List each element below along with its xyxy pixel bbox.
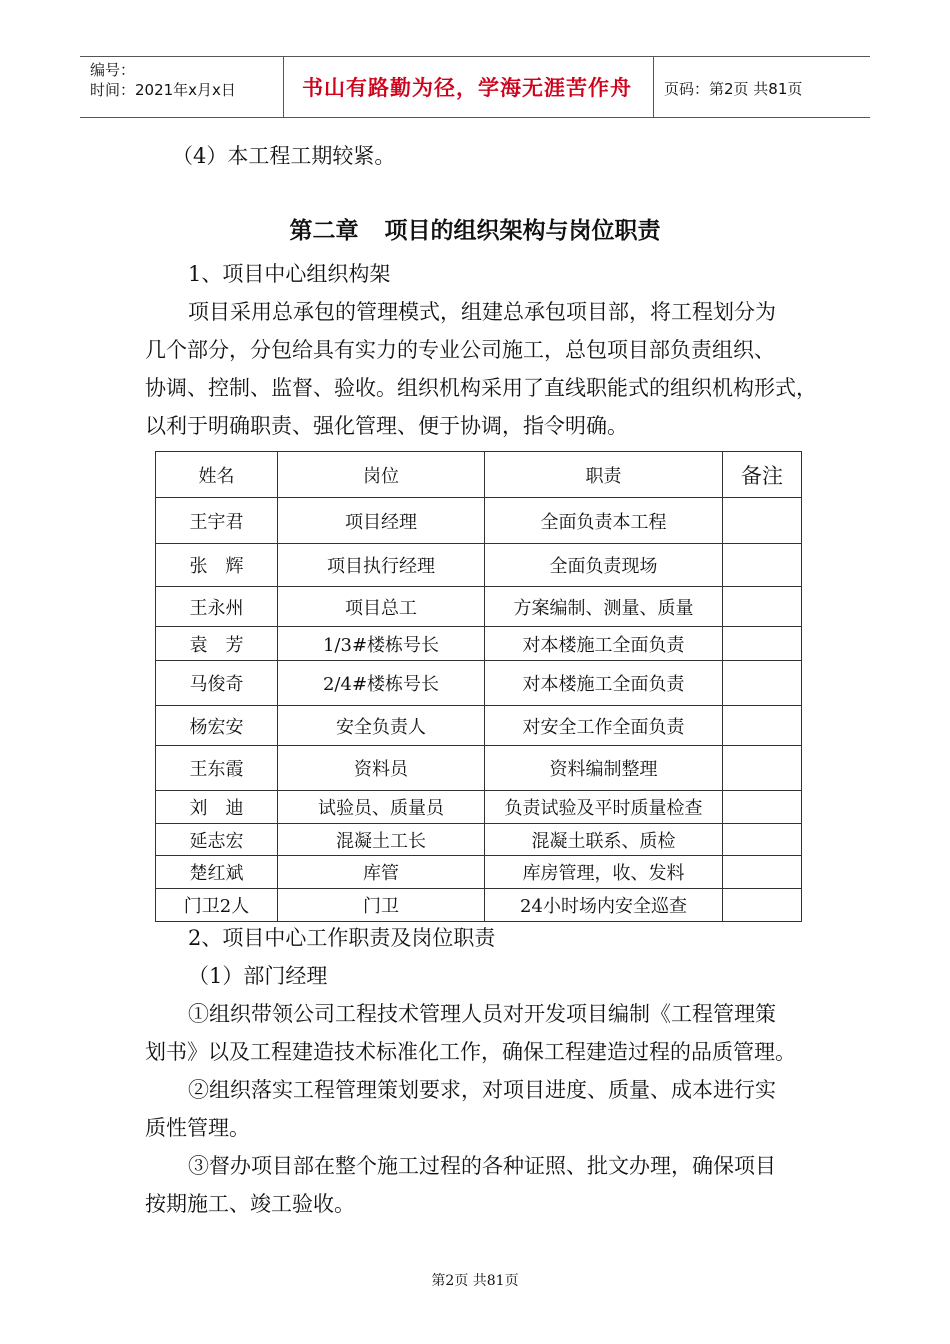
header-cell-name: 姓名 [156,452,278,498]
cell-post: 试验员、质量员 [278,791,485,824]
cell-note [723,587,802,627]
cell-duty: 对安全工作全面负责 [485,706,723,746]
cell-note [723,856,802,889]
cell-duty: 库房管理，收、发料 [485,856,723,889]
duty-line: 划书》以及工程建造技术标准化工作，确保工程建造过程的品质管理。 [145,1040,796,1064]
cell-name: 张 辉 [156,544,278,587]
duty-line: 按期施工、竣工验收。 [145,1192,355,1216]
staff-table [155,451,802,922]
cell-note [723,889,802,922]
table-row [156,706,802,746]
cell-post: 1/3#楼栋号长 [278,627,485,661]
cell-note [723,498,802,544]
section-2-heading: 2、项目中心工作职责及岗位职责 [188,926,496,950]
cell-duty: 对本楼施工全面负责 [485,627,723,661]
cell-name: 王宇君 [156,498,278,544]
cell-name: 袁 芳 [156,627,278,661]
cell-name: 楚红斌 [156,856,278,889]
cell-post: 项目经理 [278,498,485,544]
table-row [156,661,802,706]
table-row [156,544,802,587]
cell-note [723,661,802,706]
chapter-prefix: 第二章 [289,218,359,244]
cell-note [723,824,802,856]
table-row [156,791,802,824]
duty-line: 质性管理。 [145,1116,250,1140]
header-time: 时间：2021年x月x日 [90,81,236,99]
cell-name: 王永州 [156,587,278,627]
cell-duty: 资料编制整理 [485,746,723,791]
header-divider [653,56,654,117]
cell-duty: 负责试验及平时质量检查 [485,791,723,824]
intro-line: 几个部分，分包给具有实力的专业公司施工，总包项目部负责组织、 [145,338,775,362]
cell-duty: 全面负责现场 [485,544,723,587]
duty-line: ③督办项目部在整个施工过程的各种证照、批文办理，确保项目 [188,1154,776,1178]
cell-name: 王东霞 [156,746,278,791]
table-row [156,746,802,791]
cell-name: 门卫2人 [156,889,278,922]
table-row [156,498,802,544]
cell-duty: 对本楼施工全面负责 [485,661,723,706]
cell-note [723,746,802,791]
cell-duty: 24小时场内安全巡查 [485,889,723,922]
cell-post: 资料员 [278,746,485,791]
cell-post: 库管 [278,856,485,889]
cell-name: 马俊奇 [156,661,278,706]
item-4: （4）本工程工期较紧。 [172,144,396,168]
table-row [156,824,802,856]
header-page-info: 页码：第2页 共81页 [664,80,803,98]
header-number: 编号： [90,61,136,79]
cell-note [723,627,802,661]
header-top-rule [80,56,870,57]
chapter-name: 项目的组织架构与岗位职责 [384,218,661,244]
duty-line: ①组织带领公司工程技术管理人员对开发项目编制《工程管理策 [188,1002,776,1026]
header-meta [90,60,236,100]
cell-post: 项目执行经理 [278,544,485,587]
table-header-row [156,452,802,498]
cell-post: 安全负责人 [278,706,485,746]
cell-duty: 混凝土联系、质检 [485,824,723,856]
intro-line: 项目采用总承包的管理模式，组建总承包项目部，将工程划分为 [188,300,776,324]
intro-line: 以利于明确职责、强化管理、便于协调，指令明确。 [145,414,628,438]
section-1-heading: 1、项目中心组织构架 [188,262,391,286]
cell-post: 2/4#楼栋号长 [278,661,485,706]
header-cell-note: 备注 [723,452,802,498]
cell-post: 混凝土工长 [278,824,485,856]
cell-duty: 方案编制、测量、质量 [485,587,723,627]
duty-line: ②组织落实工程管理策划要求，对项目进度、质量、成本进行实 [188,1078,776,1102]
table-row [156,889,802,922]
sub-heading-manager: （1）部门经理 [188,964,328,988]
cell-note [723,791,802,824]
header-cell-duty: 职责 [485,452,723,498]
cell-duty: 全面负责本工程 [485,498,723,544]
cell-name: 杨宏安 [156,706,278,746]
header-cell-post: 岗位 [278,452,485,498]
cell-note [723,706,802,746]
cell-post: 门卫 [278,889,485,922]
chapter-title [0,212,950,245]
intro-line: 协调、控制、监督、验收。组织机构采用了直线职能式的组织机构形式， [145,376,817,400]
header-motto: 书山有路勤为径，学海无涯苦作舟 [302,76,632,100]
cell-note [723,544,802,587]
cell-post: 项目总工 [278,587,485,627]
table-row [156,627,802,661]
cell-name: 延志宏 [156,824,278,856]
table-row [156,587,802,627]
page-footer: 第2页 共81页 [431,1273,519,1289]
header-bottom-rule [80,117,870,118]
table-row [156,856,802,889]
cell-name: 刘 迪 [156,791,278,824]
